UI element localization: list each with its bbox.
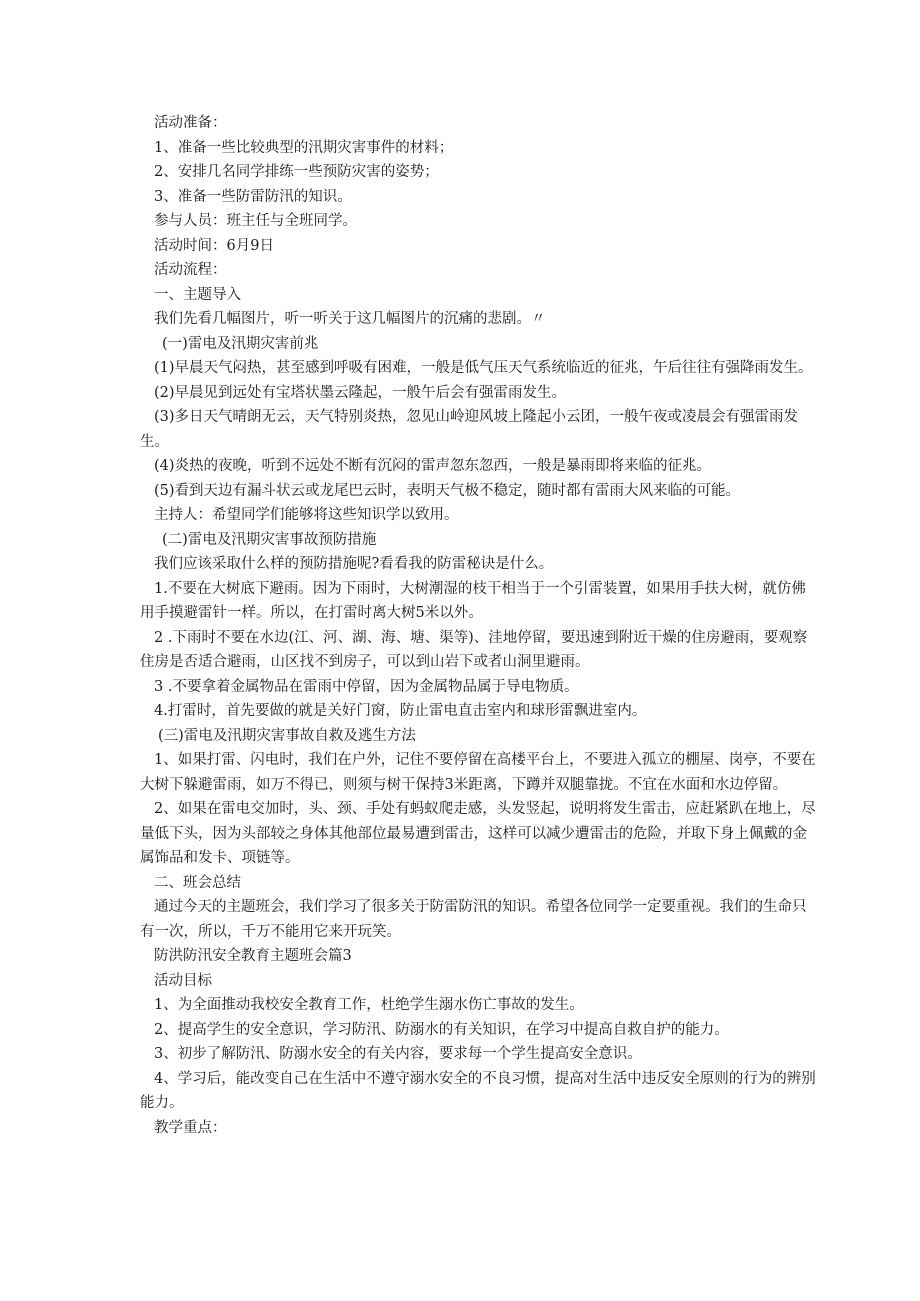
section-heading: 二、班会总结	[154, 874, 241, 891]
document-title: 防洪防汛安全教育主题班会篇3	[154, 948, 352, 964]
paragraph: 通过今天的主题班会，我们学习了很多关于防雷防汛的知识。希望各位同学一定要重视。我们的生命只有一次，所以，千万不能用它来开玩笑。	[140, 899, 807, 940]
subsection-heading: (一)雷电及汛期灾害前兆	[162, 335, 319, 352]
paragraph: 活动目标	[154, 972, 212, 989]
paragraph: 3、准备一些防雷防汛的知识。	[154, 188, 352, 205]
paragraph: 4.打雷时，首先要做的就是关好门窗，防止雷电直击室内和球形雷飘进室内。	[154, 703, 647, 719]
paragraph: (3)多日天气晴朗无云，天气特别炎热，忽见山岭迎风坡上隆起小云团，一般午夜或凌晨会有强雷雨发生。	[140, 409, 799, 450]
paragraph: 活动流程：	[154, 262, 227, 278]
paragraph: 1、准备一些比较典型的汛期灾害事件的材料；	[154, 139, 454, 156]
paragraph: (1)早晨天气闷热，甚至感到呼吸有困难，一般是低气压天气系统临近的征兆，午后往往有强降雨发生。	[154, 360, 813, 376]
paragraph: 4、学习后，能改变自己在生活中不遵守溺水安全的不良习惯，提高对生活中违反安全原则的行为的辨别能力。	[140, 1070, 816, 1111]
paragraph: 参与人员：班主任与全班同学。	[154, 213, 357, 229]
paragraph: 3、初步了解防汛、防溺水安全的有关内容，要求每一个学生提高安全意识。	[154, 1046, 642, 1062]
paragraph: 2、如果在雷电交加时，头、颈、手处有蚂蚁爬走感，头发竖起，说明将发生雷击，应赶紧趴在地上，尽量低下头，因为头部较之身体其他部位最易遭到雷击，这样可以减少遭雷击的危险，并取下身上佩戴的金属饰品和发卡、项链等。	[140, 801, 816, 866]
paragraph: (5)看到天边有漏斗状云或龙尾巴云时，表明天气极不稳定，随时都有雷雨大风来临的可能。	[154, 482, 741, 499]
paragraph: 主持人：希望同学们能够将这些知识学以致用。	[154, 507, 459, 523]
paragraph: (2)早晨见到远处有宝塔状墨云隆起，一般午后会有强雷雨发生。	[154, 384, 567, 401]
paragraph: 2、安排几名同学排练一些预防灾害的姿势；	[154, 164, 439, 180]
paragraph: 3 .不要拿着金属物品在雷雨中停留，因为金属物品属于导电物质。	[154, 678, 579, 695]
paragraph: 1.不要在大树底下避雨。因为下雨时，大树潮湿的枝干相当于一个引雷装置，如果用手扶大树，就仿佛用手摸避雷针一样。所以，在打雷时离大树5米以外。	[140, 580, 806, 621]
paragraph: (4)炎热的夜晚，听到不远处不断有沉闷的雷声忽东忽西，一般是暴雨即将来临的征兆。	[154, 458, 712, 474]
paragraph: 1、为全面推动我校安全教育工作，杜绝学生溺水伤亡事故的发生。	[154, 997, 584, 1013]
paragraph: 教学重点：	[154, 1119, 227, 1136]
paragraph: 活动时间：6月9日	[154, 237, 274, 254]
paragraph: 我们应该采取什么样的预防措施呢?看看我的防雷秘诀是什么。	[154, 556, 554, 572]
paragraph: 1、如果打雷、闪电时，我们在户外，记住不要停留在高楼平台上，不要进入孤立的棚屋、岗亭，不要在大树下躲避雷雨，如万不得已，则须与树干保持3米距离，下蹲并双腿靠拢。不宜在水面和水边停留。	[140, 752, 816, 793]
paragraph: 活动准备：	[154, 115, 227, 131]
subsection-heading: (二)雷电及汛期灾害事故预防措施	[162, 531, 377, 548]
subsection-heading: (三)雷电及汛期灾害事故自救及逃生方法	[158, 727, 416, 744]
section-heading: 一、主题导入	[154, 286, 241, 303]
paragraph: 2、提高学生的安全意识，学习防汛、防溺水的有关知识，在学习中提高自救自护的能力。	[154, 1021, 729, 1038]
paragraph: 我们先看几幅图片，听一听关于这几幅图片的沉痛的悲剧。〃	[154, 311, 546, 327]
paragraph: 2 .下雨时不要在水边(江、河、湖、海、塘、渠等)、洼地停留，要迅速到附近干燥的住房避雨，要观察住房是否适合避雨，山区找不到房子，可以到山岩下或者山洞里避雨。	[140, 629, 808, 670]
